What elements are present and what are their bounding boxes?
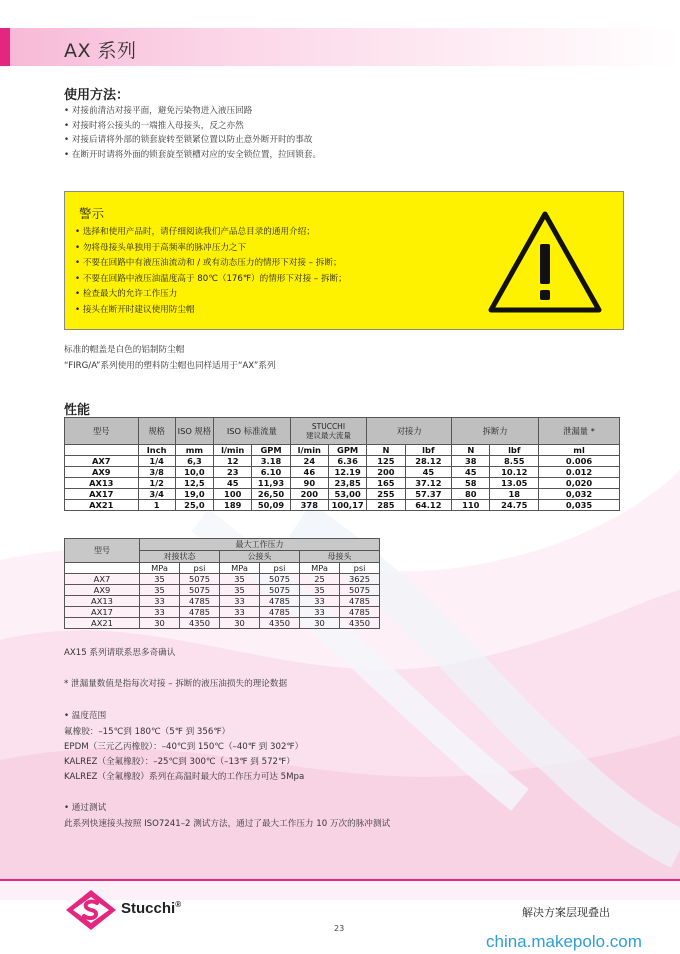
test-title: • 通过测试	[64, 803, 107, 813]
table-row	[65, 478, 620, 489]
warning-box	[64, 191, 624, 330]
pressure-rows	[65, 574, 380, 629]
table-cell: 6,3	[175, 456, 213, 467]
unit-cell: lbf	[405, 445, 452, 456]
table-row	[65, 500, 620, 511]
usage-item: • 对接前清洁对接平面，避免污染物进入液压回路	[64, 104, 321, 119]
table-cell: 3/8	[138, 467, 175, 478]
pressure-group-female: 母接头	[300, 551, 380, 563]
table-cell: 5075	[340, 585, 380, 596]
usage-item: • 对接后请将外部的锁套旋转至锁紧位置以防止意外断开时的事故	[64, 133, 321, 148]
table-cell: 255	[367, 489, 405, 500]
table-cell: 5075	[180, 574, 220, 585]
table-cell: 30	[220, 618, 260, 629]
unit-cell: psi	[180, 563, 220, 574]
table-cell: 35	[140, 574, 180, 585]
table-cell: 90	[290, 478, 328, 489]
table-cell: 46	[290, 467, 328, 478]
col-header-size: 规格	[138, 418, 175, 445]
table-cell: 45	[452, 467, 490, 478]
table-cell: 12	[214, 456, 252, 467]
table-cell: 30	[140, 618, 180, 629]
test-note: 此系列快速接头按照 ISO7241–2 测试方法，通过了最大工作压力 10 万次的脉冲测试	[64, 819, 391, 829]
table-cell: 1/2	[138, 478, 175, 489]
unit-cell: Inch	[138, 445, 175, 456]
pressure-group-male: 公接头	[220, 551, 300, 563]
table-cell: 10.12	[490, 467, 539, 478]
table-cell: 189	[214, 500, 252, 511]
performance-title: 性能	[64, 403, 91, 418]
warning-item: • 接头在断开时建议使用防尘帽	[75, 303, 347, 319]
table-cell: 3/4	[138, 489, 175, 500]
table-cell: 0,035	[539, 500, 620, 511]
unit-cell: MPa	[140, 563, 180, 574]
table-cell: 33	[300, 596, 340, 607]
table-cell: 23,85	[328, 478, 366, 489]
table-cell: 4350	[340, 618, 380, 629]
temperature-title: • 温度范围	[64, 711, 107, 721]
table-cell: 1	[138, 500, 175, 511]
footer-slogan: 解决方案层现叠出	[522, 906, 610, 919]
table-cell: 5075	[260, 574, 300, 585]
table-row	[65, 585, 380, 596]
unit-cell: N	[452, 445, 490, 456]
table-cell: 0,020	[539, 478, 620, 489]
table-cell: 19,0	[175, 489, 213, 500]
table-cell: 26,50	[252, 489, 290, 500]
table-cell: AX7	[65, 456, 139, 467]
table-cell: 18	[490, 489, 539, 500]
warning-item: • 不要在回路中液压油温度高于 80℃（176℉）的情形下对接 – 拆断；	[75, 272, 347, 288]
warning-title: 警示	[79, 206, 105, 221]
table-cell: 5075	[180, 585, 220, 596]
table-cell: 4785	[260, 607, 300, 618]
table-cell: 35	[220, 585, 260, 596]
table-cell: 125	[367, 456, 405, 467]
warning-item: • 勿将母接头单独用于高频率的脉冲压力之下	[75, 241, 347, 257]
unit-cell: mm	[175, 445, 213, 456]
table-cell: 35	[140, 585, 180, 596]
usage-item: • 在断开时请将外面的锁套旋至锁槽对应的安全锁位置，拉回锁套。	[64, 148, 321, 163]
unit-cell: MPa	[300, 563, 340, 574]
pressure-model-header: 型号	[65, 539, 140, 563]
table-row	[65, 456, 620, 467]
table-row	[65, 607, 380, 618]
table-cell: 58	[452, 478, 490, 489]
table-cell: 4785	[180, 596, 220, 607]
performance-table	[64, 417, 620, 511]
footer-divider	[0, 879, 680, 881]
watermark: china.makepolo.com	[486, 932, 642, 951]
stucchi-logo-icon	[64, 888, 118, 932]
col-header-connect-force: 对接力	[367, 418, 452, 445]
table-cell: 30	[300, 618, 340, 629]
unit-cell: ml	[539, 445, 620, 456]
table-cell: 8.55	[490, 456, 539, 467]
table-cell: 12.19	[328, 467, 366, 478]
header-accent	[0, 28, 10, 66]
unit-cell: l/min	[290, 445, 328, 456]
leakage-note: * 泄漏量数值是指每次对接 – 拆断的液压油损失的理论数据	[64, 679, 288, 689]
table-cell: 3.18	[252, 456, 290, 467]
temperature-item: KALREZ（全氟橡胶）：–25℃到 300℃（–13℉ 到 572℉）	[64, 757, 295, 767]
dust-note: “FIRG/A”系列使用的塑料防尘帽也同样适用于“AX”系列	[64, 361, 276, 371]
ax15-note: AX15 系列请联系思多奇确认	[64, 648, 176, 658]
table-cell: 4785	[340, 596, 380, 607]
usage-title: 使用方法：	[64, 88, 130, 103]
table-row	[65, 574, 380, 585]
table-cell: 11,93	[252, 478, 290, 489]
temperature-item: 氟橡胶：–15℃到 180℃（5℉ 到 356℉）	[64, 727, 231, 737]
dust-note: 标准的帽盖是白色的铝制防尘帽	[64, 345, 185, 355]
table-cell: 1/4	[138, 456, 175, 467]
table-cell: 285	[367, 500, 405, 511]
brand-text: Stucchi	[121, 900, 176, 917]
table-cell: 4785	[180, 607, 220, 618]
table-cell: 35	[300, 585, 340, 596]
col-header-model: 型号	[65, 418, 139, 445]
table-cell: 33	[220, 607, 260, 618]
table-cell: 50,09	[252, 500, 290, 511]
warning-item: • 不要在回路中有液压油流动和 / 或有动态压力的情形下对接 – 拆断；	[75, 256, 347, 272]
table-cell: AX9	[65, 467, 139, 478]
col-header-leakage: 泄漏量 *	[539, 418, 620, 445]
unit-cell: N	[367, 445, 405, 456]
warning-item: • 检查最大的允许工作压力	[75, 287, 347, 303]
table-cell: 35	[220, 574, 260, 585]
table-cell: 100	[214, 489, 252, 500]
table-cell: AX13	[65, 596, 140, 607]
usage-item: • 对接时将公接头的一端推入母接头，反之亦然	[64, 119, 321, 134]
temperature-item: KALREZ（全氟橡胶）系列在高温时最大的工作压力可达 5Mpa	[64, 772, 305, 782]
col-header-iso-flow: ISO 标准流量	[214, 418, 291, 445]
table-cell: 0,032	[539, 489, 620, 500]
table-cell: AX9	[65, 585, 140, 596]
table-cell: 13.05	[490, 478, 539, 489]
table-cell: 33	[300, 607, 340, 618]
table-cell: 165	[367, 478, 405, 489]
unit-cell: lbf	[490, 445, 539, 456]
table-cell: AX7	[65, 574, 140, 585]
page-title: AX 系列	[64, 40, 137, 62]
table-cell: 33	[220, 596, 260, 607]
col-header-max-flow: 建议最大流量	[305, 431, 351, 440]
table-cell: 4785	[340, 607, 380, 618]
warning-item: • 选择和使用产品时，请仔细阅读我们产品总目录的通用介绍；	[75, 225, 347, 241]
table-cell: 33	[140, 596, 180, 607]
table-cell: 24.75	[490, 500, 539, 511]
unit-cell: GPM	[252, 445, 290, 456]
table-cell: 25	[300, 574, 340, 585]
table-cell: 378	[290, 500, 328, 511]
table-cell: 64.12	[405, 500, 452, 511]
unit-cell: psi	[260, 563, 300, 574]
performance-rows	[65, 456, 620, 511]
page-number: 23	[334, 924, 345, 933]
table-cell: AX17	[65, 489, 139, 500]
pressure-group-coupled: 对接状态	[140, 551, 220, 563]
table-cell: AX17	[65, 607, 140, 618]
table-cell: 200	[367, 467, 405, 478]
table-cell: 5075	[260, 585, 300, 596]
col-header-disconnect-force: 拆断力	[452, 418, 539, 445]
table-cell: 38	[452, 456, 490, 467]
table-cell: 23	[214, 467, 252, 478]
table-cell: 28.12	[405, 456, 452, 467]
unit-cell: MPa	[220, 563, 260, 574]
table-cell: 110	[452, 500, 490, 511]
table-cell: 80	[452, 489, 490, 500]
table-cell: 0.012	[539, 467, 620, 478]
table-cell: 25,0	[175, 500, 213, 511]
table-cell: 100,17	[328, 500, 366, 511]
table-cell: 12,5	[175, 478, 213, 489]
usage-list	[64, 104, 321, 162]
table-cell: 24	[290, 456, 328, 467]
table-row	[65, 467, 620, 478]
table-cell: AX21	[65, 618, 140, 629]
pressure-table	[64, 538, 380, 629]
unit-cell: l/min	[214, 445, 252, 456]
table-cell: 57.37	[405, 489, 452, 500]
warning-triangle-icon	[487, 210, 603, 314]
pressure-title: 最大工作压力	[140, 539, 380, 551]
col-header-stucchi-flow	[290, 418, 367, 445]
table-row	[65, 618, 380, 629]
table-cell: 37.12	[405, 478, 452, 489]
table-row	[65, 489, 620, 500]
warning-list	[75, 225, 347, 318]
table-cell: AX13	[65, 478, 139, 489]
table-cell: 45	[405, 467, 452, 478]
table-cell: 4350	[260, 618, 300, 629]
col-header-iso-size: ISO 规格	[175, 418, 213, 445]
table-cell: AX21	[65, 500, 139, 511]
table-row	[65, 596, 380, 607]
col-header-stucchi: STUCCHI	[311, 422, 346, 431]
unit-cell: psi	[340, 563, 380, 574]
table-cell: 6.10	[252, 467, 290, 478]
table-cell: 3625	[340, 574, 380, 585]
table-cell: 4785	[260, 596, 300, 607]
table-cell: 10,0	[175, 467, 213, 478]
table-cell: 53,00	[328, 489, 366, 500]
temperature-item: EPDM（三元乙丙橡胶）：–40℃到 150℃（–40℉ 到 302℉）	[64, 742, 304, 752]
table-cell: 6.36	[328, 456, 366, 467]
table-cell: 0.006	[539, 456, 620, 467]
table-cell: 33	[140, 607, 180, 618]
table-cell: 4350	[180, 618, 220, 629]
brand-registered-mark: ®	[175, 900, 182, 909]
brand-name	[121, 900, 181, 917]
table-cell: 200	[290, 489, 328, 500]
table-cell: 45	[214, 478, 252, 489]
unit-cell: GPM	[328, 445, 366, 456]
